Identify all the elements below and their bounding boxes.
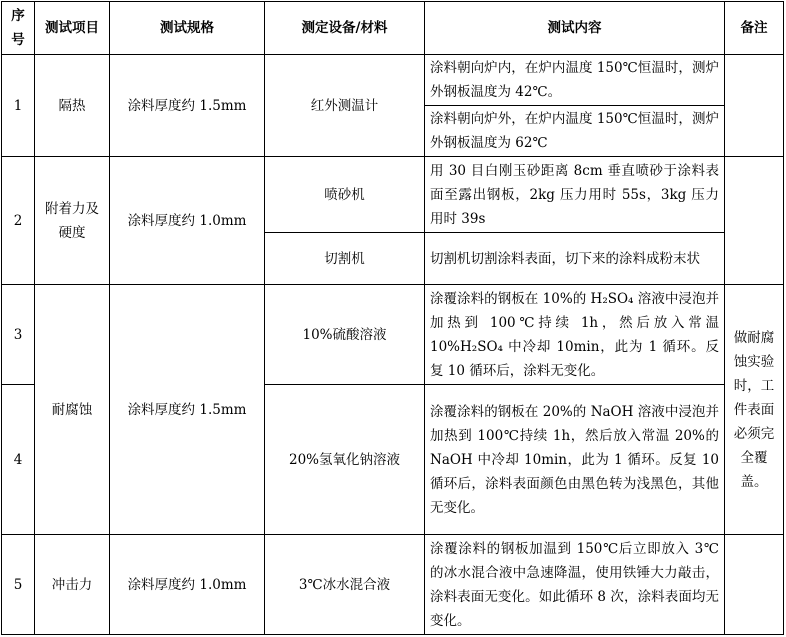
row3-content: 涂覆涂料的钢板在 10%的 H₂SO₄ 溶液中浸泡并加热到 100℃持续 1h，然后放入常温 10%H₂SO₄ 中冷却 10min，此为 1 循环。反复 10 循环后，涂料无变化。	[425, 285, 725, 385]
row34-spec: 涂料厚度约 1.5mm	[110, 285, 265, 535]
row2-content-a: 用 30 目白刚玉砂距离 8cm 垂直喷砂于涂料表面至露出钢板，2kg 压力用时 55s，3kg 压力用时 39s	[425, 157, 725, 233]
row34-item: 耐腐蚀	[35, 285, 110, 535]
table-row	[2, 285, 784, 385]
row5-content: 涂覆涂料的钢板加温到 150℃后立即放入 3℃的冰水混合液中急速降温，使用铁锤大力敲击，涂料表面无变化。如此循环 8 次，涂料表面均无变化。	[425, 535, 725, 635]
header-row	[2, 2, 784, 55]
row5-item: 冲击力	[35, 535, 110, 635]
row4-equipment: 20%氢氧化钠溶液	[265, 385, 425, 535]
table-row	[2, 55, 784, 106]
row5-spec: 涂料厚度约 1.0mm	[110, 535, 265, 635]
row2-equipment-b: 切割机	[265, 233, 425, 285]
row2-content-b: 切割机切割涂料表面，切下来的涂料成粉末状	[425, 233, 725, 285]
table-row	[2, 157, 784, 233]
row5-remark	[725, 535, 784, 635]
header-remark: 备注	[725, 2, 784, 55]
row3-index: 3	[2, 285, 35, 385]
row5-index: 5	[2, 535, 35, 635]
row2-equipment-a: 喷砂机	[265, 157, 425, 233]
header-equipment: 测定设备/材料	[265, 2, 425, 55]
row2-item: 附着力及硬度	[35, 157, 110, 285]
row34-remark: 做耐腐蚀实验时，工件表面必须完全覆盖。	[725, 285, 784, 535]
row5-equipment: 3℃冰水混合液	[265, 535, 425, 635]
row2-spec: 涂料厚度约 1.0mm	[110, 157, 265, 285]
header-content: 测试内容	[425, 2, 725, 55]
header-index: 序号	[2, 2, 35, 55]
table-row	[2, 535, 784, 635]
test-results-table	[1, 1, 784, 635]
row2-remark	[725, 157, 784, 285]
row1-content-b: 涂料朝向炉外，在炉内温度 150℃恒温时，测炉外钢板温度为 62℃	[425, 106, 725, 157]
row1-content-a: 涂料朝向炉内，在炉内温度 150℃恒温时，测炉外钢板温度为 42℃。	[425, 55, 725, 106]
row2-index: 2	[2, 157, 35, 285]
header-spec: 测试规格	[110, 2, 265, 55]
header-item: 测试项目	[35, 2, 110, 55]
row1-equipment: 红外测温计	[265, 55, 425, 157]
row3-equipment: 10%硫酸溶液	[265, 285, 425, 385]
row1-index: 1	[2, 55, 35, 157]
row1-item: 隔热	[35, 55, 110, 157]
row4-index: 4	[2, 385, 35, 535]
row4-content: 涂覆涂料的钢板在 20%的 NaOH 溶液中浸泡并加热到 100℃持续 1h，然后放入常温 20%的 NaOH 中冷却 10min，此为 1 循环。反复 10 循环后，涂料表面颜色由黑色转为浅黑色，其他无变化。	[425, 385, 725, 535]
row1-spec: 涂料厚度约 1.5mm	[110, 55, 265, 157]
row1-remark	[725, 55, 784, 157]
